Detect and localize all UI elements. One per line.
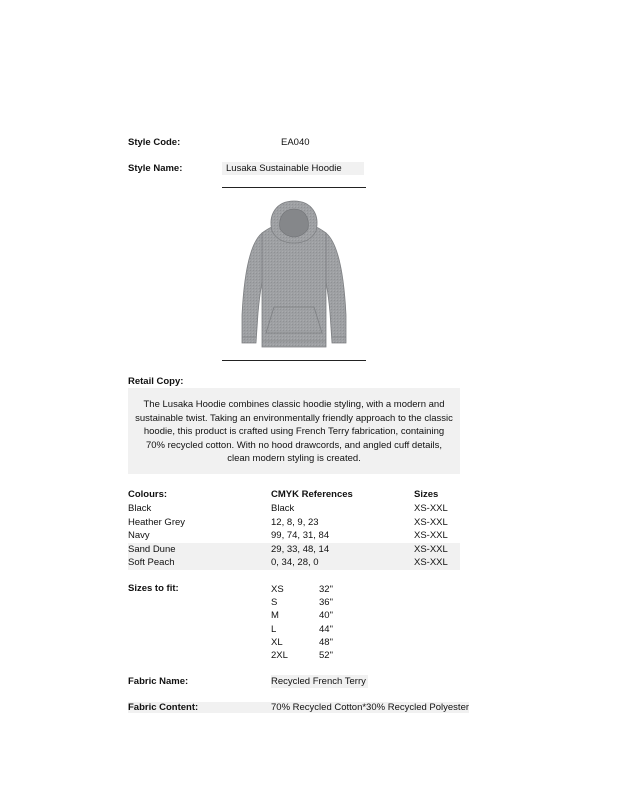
style-name-label: Style Name:	[128, 163, 183, 174]
colours-header	[128, 488, 460, 502]
fabric-name-value: Recycled French Terry	[271, 676, 366, 687]
table-row	[128, 556, 460, 570]
style-name-value: Lusaka Sustainable Hoodie	[222, 162, 364, 175]
cmyk-header-label: CMYK References	[271, 489, 353, 500]
retail-copy-label: Retail Copy:	[128, 376, 184, 387]
chest-measurement: 36"	[319, 597, 333, 609]
fabric-name-label: Fabric Name:	[128, 676, 189, 687]
image-top-rule	[222, 187, 366, 188]
cmyk-value: 99, 74, 31, 84	[271, 530, 330, 541]
size-code: S	[271, 597, 278, 609]
size-code: XS	[271, 584, 284, 595]
table-row	[128, 543, 460, 557]
fabric-content-value: 70% Recycled Cotton*30% Recycled Polyester	[271, 702, 470, 713]
cmyk-value: 29, 33, 48, 14	[271, 543, 330, 555]
chest-measurement: 44"	[319, 623, 333, 635]
colour-name: Sand Dune	[128, 543, 176, 555]
table-row	[128, 502, 460, 516]
chest-measurement: 52"	[319, 650, 333, 661]
size-range: XS-XXL	[414, 557, 448, 568]
size-range: XS-XXL	[414, 543, 448, 555]
hoodie-image	[232, 195, 356, 355]
colour-name: Navy	[128, 530, 150, 541]
chest-measurement: 48"	[319, 636, 333, 648]
size-range: XS-XXL	[414, 503, 448, 514]
size-range: XS-XXL	[414, 516, 448, 528]
sizes-header-label: Sizes	[414, 489, 439, 500]
table-row	[128, 516, 460, 530]
size-code: 2XL	[271, 650, 288, 661]
colours-header-label: Colours:	[128, 489, 168, 500]
colour-name: Black	[128, 503, 152, 514]
colour-name: Soft Peach	[128, 557, 175, 568]
fabric-content-label: Fabric Content:	[128, 702, 271, 713]
table-row	[128, 529, 460, 543]
colour-name: Heather Grey	[128, 516, 186, 528]
chest-measurement: 40"	[319, 610, 333, 622]
image-bottom-rule	[222, 360, 366, 361]
style-code-value: EA040	[281, 137, 310, 148]
size-code: M	[271, 610, 279, 622]
size-code: XL	[271, 636, 283, 648]
cmyk-value: 12, 8, 9, 23	[271, 516, 319, 528]
size-range: XS-XXL	[414, 530, 448, 541]
cmyk-value: 0, 34, 28, 0	[271, 557, 319, 568]
sizes-to-fit-label: Sizes to fit:	[128, 583, 179, 594]
style-code-label: Style Code:	[128, 137, 181, 148]
size-code: L	[271, 623, 277, 635]
chest-measurement: 32"	[319, 584, 333, 595]
cmyk-value: Black	[271, 503, 295, 514]
retail-copy-text: The Lusaka Hoodie combines classic hoodie styling, with a modern and sustainable twist. Taking an environmentally friendly approach to the classic hoodie, this product is crafted using French Terry fabrication, containing 70% recycled cotton. With no hood drawcords, and angled cuff details, clean modern styling is created.	[135, 399, 453, 465]
